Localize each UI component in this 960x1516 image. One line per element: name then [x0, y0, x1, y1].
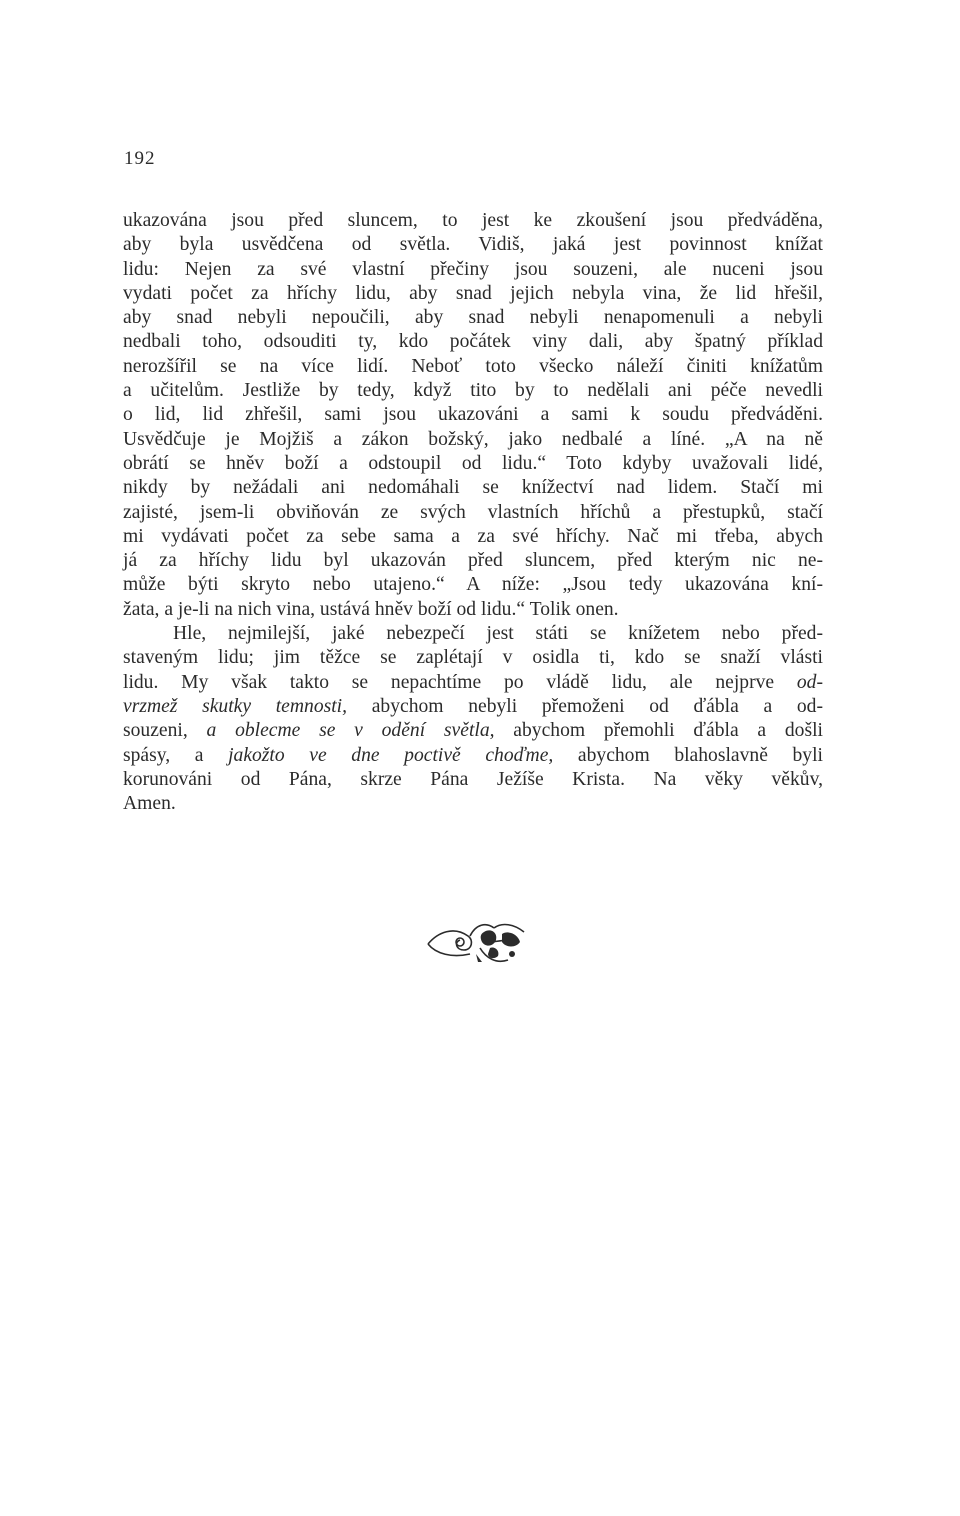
text-segment: lidu: Nejen za své vlastní přečiny jsou souzeni, ale nuceni jsou: [123, 258, 823, 280]
text-line: [123, 622, 823, 646]
text-line: [123, 671, 823, 695]
text-line: [123, 695, 823, 719]
text-line: [123, 233, 823, 257]
text-line: [123, 719, 823, 743]
text-segment: vydati počet za hříchy lidu, aby snad jejich nebyla vina, že lid hřešil,: [123, 282, 823, 304]
text-line: [123, 646, 823, 670]
text-segment: aby snad nebyli nepoučili, aby snad nebyli nenapomenuli a nebyli: [123, 307, 823, 329]
text-segment: nerozšířil se na více lidí. Neboť toto všecko náleží činiti knížatům: [123, 355, 823, 377]
text-segment: já za hříchy lidu byl ukazován před sluncem, před kterým nic ne-: [123, 550, 823, 572]
text-segment: a učitelům. Jestliže by tedy, když tito by to nedělali ani péče nevedli: [123, 380, 823, 402]
text-line: [123, 355, 823, 379]
text-segment: staveným lidu; jim těžce se zaplétají v osidla ti, kdo se snaží vlásti: [123, 647, 823, 669]
text-segment: nikdy by nežádali ani nedomáhali se knížectví nad lidem. Stačí mi: [123, 477, 823, 499]
text-segment: Usvědčuje je Mojžiš a zákon božský, jako nedbalé a líné. „A na ně: [123, 428, 823, 450]
text-line: [123, 379, 823, 403]
text-segment: aby byla usvědčena od světla. Vidiš, jaká jest povinnost knížat: [123, 234, 823, 256]
page-number: 192: [124, 148, 156, 169]
text-segment: korunováni od Pána, skrze Pána Ježíše Krista. Na věky věkův,: [123, 768, 823, 790]
text-segment: abychom přemohli ďábla a došli: [494, 720, 823, 742]
text-line: [123, 549, 823, 573]
text-line: [123, 501, 823, 525]
italic-text: od-: [796, 671, 823, 693]
text-segment: lidu. My však takto se nepachtíme po vládě lidu, ale nejprve: [123, 671, 797, 693]
text-line: [123, 282, 823, 306]
text-segment: abychom nebyli přemoženi od ďábla a od-: [347, 695, 823, 717]
text-segment: zajisté, jsem-li obviňován ze svých vlastních hříchů a přestupků, stačí: [123, 501, 823, 523]
floral-ornament-icon: [424, 914, 528, 968]
text-segment: žata, a je-li na nich vina, ustává hněv boží od lidu.“ Tolik onen.: [123, 598, 619, 620]
text-line: [123, 792, 823, 816]
text-segment: Amen.: [123, 793, 176, 815]
text-line: [123, 525, 823, 549]
text-line: [123, 330, 823, 354]
text-line: [123, 306, 823, 330]
text-segment: ukazována jsou před sluncem, to jest ke zkoušení jsou předváděna,: [123, 210, 823, 231]
italic-text: a oblecme se v odění světla,: [206, 720, 495, 742]
text-segment: spásy, a: [123, 744, 229, 766]
text-line: [123, 573, 823, 597]
text-line: [123, 768, 823, 792]
text-segment: Hle, nejmilejší, jaké nebezpečí jest státi se knížetem nebo před-: [173, 623, 823, 645]
italic-text: vrzmež skutky temnosti,: [123, 695, 348, 717]
text-line: [123, 452, 823, 476]
text-segment: mi vydávati počet za sebe sama a za své hříchy. Nač mi třeba, abych: [123, 525, 823, 547]
text-line: [123, 258, 823, 282]
text-segment: o lid, lid zhřešil, sami jsou ukazováni a sami k soudu předváděni.: [123, 404, 823, 426]
italic-text: jakožto ve dne poctivě choďme,: [228, 744, 554, 766]
text-segment: nedbali toho, odsouditi ty, kdo počátek viny dali, aby špatný příklad: [123, 331, 823, 353]
text-line: [123, 744, 823, 768]
body-text: [123, 209, 823, 816]
text-segment: souzeni,: [123, 720, 207, 742]
text-segment: obrátí se hněv boží a odstoupil od lidu.“ Toto kdyby uvažovali lidé,: [123, 452, 823, 474]
text-segment: může býti skryto nebo utajeno.“ A níže: „Jsou tedy ukazována kní-: [123, 574, 823, 596]
text-line: [123, 403, 823, 427]
text-segment: abychom blahoslavně byli: [553, 744, 823, 766]
text-line: [123, 476, 823, 500]
text-line: [123, 428, 823, 452]
text-line: [123, 209, 823, 233]
text-line: [123, 598, 823, 622]
